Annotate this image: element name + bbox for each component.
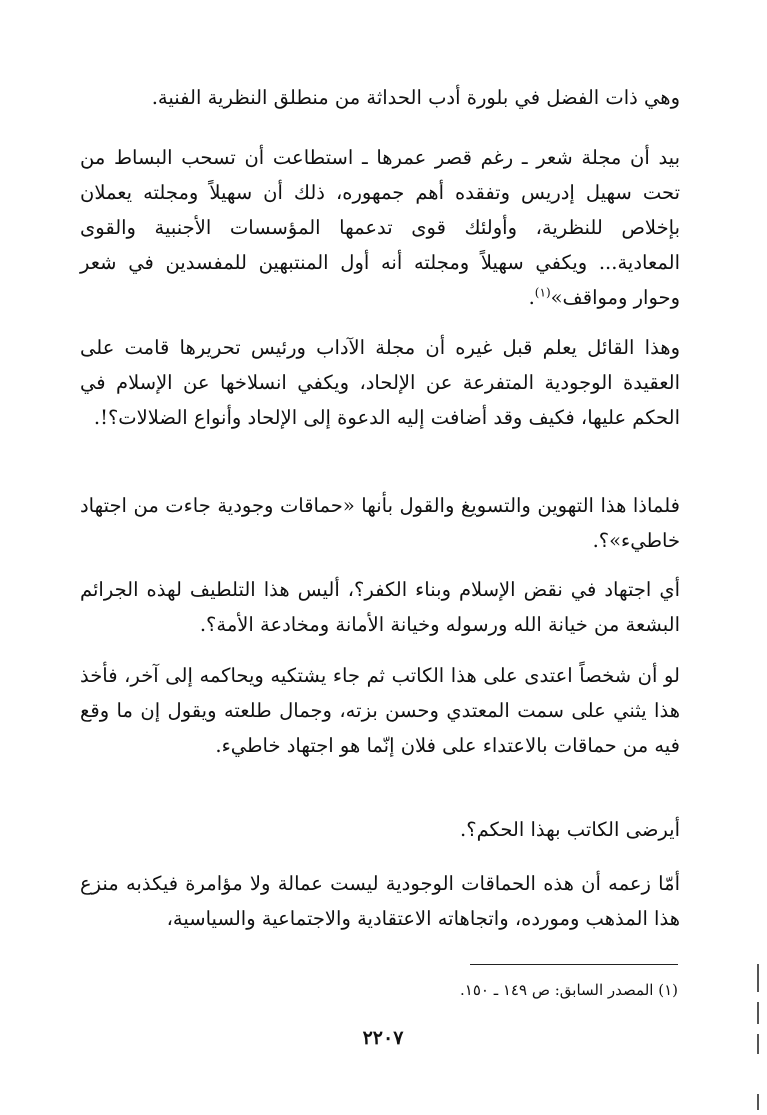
paragraph-4 — [80, 488, 680, 558]
paragraph-6 — [80, 658, 680, 763]
paragraph-3 — [80, 330, 680, 435]
paragraph-2-body: بيد أن مجلة شعر ـ رغم قصر عمرها ـ استطاعت أن تسحب البساط من تحت سهيل إدريس وتفقده أهم جمهوره، ذلك أن سهيلاً ومجلته يعملان بإخلاص للنظرية، وأولئك قوى تدعمها المؤسسات الأجنبية والقوى المعادية... ويكفي سهيلاً ومجلته أنه أول المنتبهين للمفسدين في شعر وحوار ومواقف» — [80, 146, 680, 309]
edge-mark — [757, 1094, 759, 1110]
paragraph-4-text: فلماذا هذا التهوين والتسويغ والقول بأنها «حماقات وجودية جاءت من اجتهاد خاطيء»؟. — [80, 494, 680, 552]
paragraph-1-text: وهي ذات الفضل في بلورة أدب الحداثة من منطلق النظرية الفنية. — [151, 86, 680, 109]
footnote-divider — [470, 964, 678, 965]
paragraph-5-text: أي اجتهاد في نقض الإسلام وبناء الكفر؟، أليس هذا التلطيف لهذه الجرائم البشعة من خيانة الله ورسوله وخيانة الأمانة ومخادعة الأمة؟. — [80, 578, 681, 636]
paragraph-6-text: لو أن شخصاً اعتدى على هذا الكاتب ثم جاء يشتكيه ويحاكمه إلى آخر، فأخذ هذا يثني على سمت المعتدي وحسن بزته، وجمال طلعته ويقول إن ما وقع فيه من حماقات بالاعتداء على فلان إنّما هو اجتهاد خاطيء. — [80, 664, 680, 757]
paragraph-8 — [80, 866, 680, 936]
page-edge-marks — [757, 962, 761, 1112]
edge-mark — [757, 964, 759, 992]
edge-mark — [757, 1002, 759, 1024]
footnote-reference: (١) — [534, 285, 551, 300]
paragraph-2 — [80, 140, 680, 315]
paragraph-7 — [80, 812, 680, 847]
edge-mark — [757, 1034, 759, 1054]
paragraph-7-text: أيرضى الكاتب بهذا الحكم؟. — [460, 818, 680, 841]
paragraph-2-text — [80, 140, 680, 315]
paragraph-2-end: . — [528, 286, 535, 309]
page-number: ٢٢٠٧ — [362, 1027, 404, 1049]
paragraph-8-text: أمّا زعمه أن هذه الحماقات الوجودية ليست عمالة ولا مؤامرة فيكذبه منزع هذا المذهب ومورده، واتجاهاته الاعتقادية والاجتماعية والسياسية، — [80, 872, 680, 930]
paragraph-5 — [80, 572, 680, 642]
paragraph-3-text: وهذا القائل يعلم قبل غيره أن مجلة الآداب ورئيس تحريرها قامت على العقيدة الوجودية المتفرعة عن الإلحاد، ويكفي انسلاخها عن الإسلام في الحكم عليها، فكيف وقد أضافت إليه الدعوة إلى الإلحاد وأنواع الضلالات؟!. — [80, 336, 680, 429]
paragraph-1 — [80, 80, 680, 115]
footnote: (١) المصدر السابق: ص ١٤٩ ـ ١٥٠. — [459, 981, 678, 999]
